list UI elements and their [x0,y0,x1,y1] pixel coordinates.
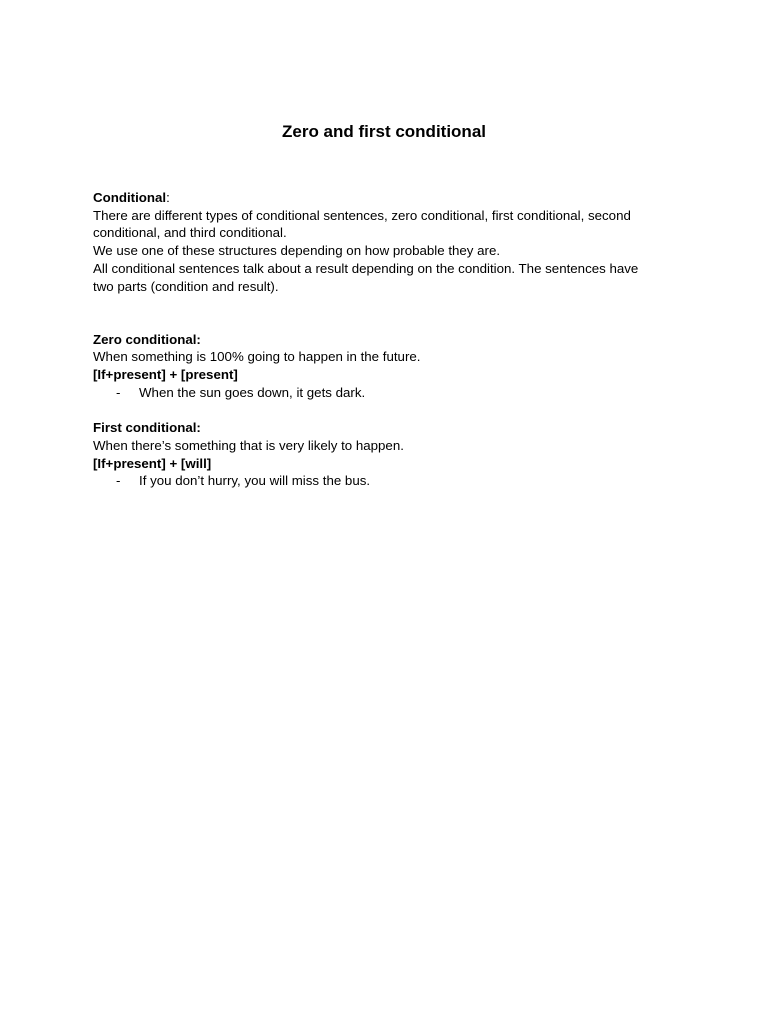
section-spacer [93,401,693,419]
intro-heading-colon: : [166,190,170,205]
document-body [93,189,693,490]
intro-heading-line [93,189,693,207]
first-conditional-formula: [If+present] + [will] [93,455,212,471]
first-conditional-description: When there’s something that is very likely to happen. [93,437,404,453]
section-spacer [93,295,693,330]
intro-line: There are different types of conditional sentences, zero conditional, first conditional, second [93,207,631,223]
first-conditional-example-text: If you don’t hurry, you will miss the bus. [139,473,371,489]
zero-conditional-description: When something is 100% going to happen in the future. [93,349,421,365]
intro-line: conditional, and third conditional. [93,225,287,241]
intro-line: two parts (condition and result). [93,278,279,294]
zero-conditional-example [93,384,693,402]
intro-heading: Conditional [93,190,167,205]
first-conditional-heading: First conditional: [93,420,201,436]
zero-conditional-heading: Zero conditional: [93,331,201,347]
document-title: Zero and first conditional [281,122,486,141]
bullet-dash: - [116,473,121,489]
bullet-dash: - [116,384,121,400]
zero-conditional-formula: [If+present] + [present] [93,367,238,383]
intro-line: All conditional sentences talk about a result depending on the condition. The sentences have [93,260,639,276]
intro-line: We use one of these structures depending on how probable they are. [93,243,501,259]
first-conditional-example [93,472,693,490]
zero-conditional-example-text: When the sun goes down, it gets dark. [139,384,366,400]
